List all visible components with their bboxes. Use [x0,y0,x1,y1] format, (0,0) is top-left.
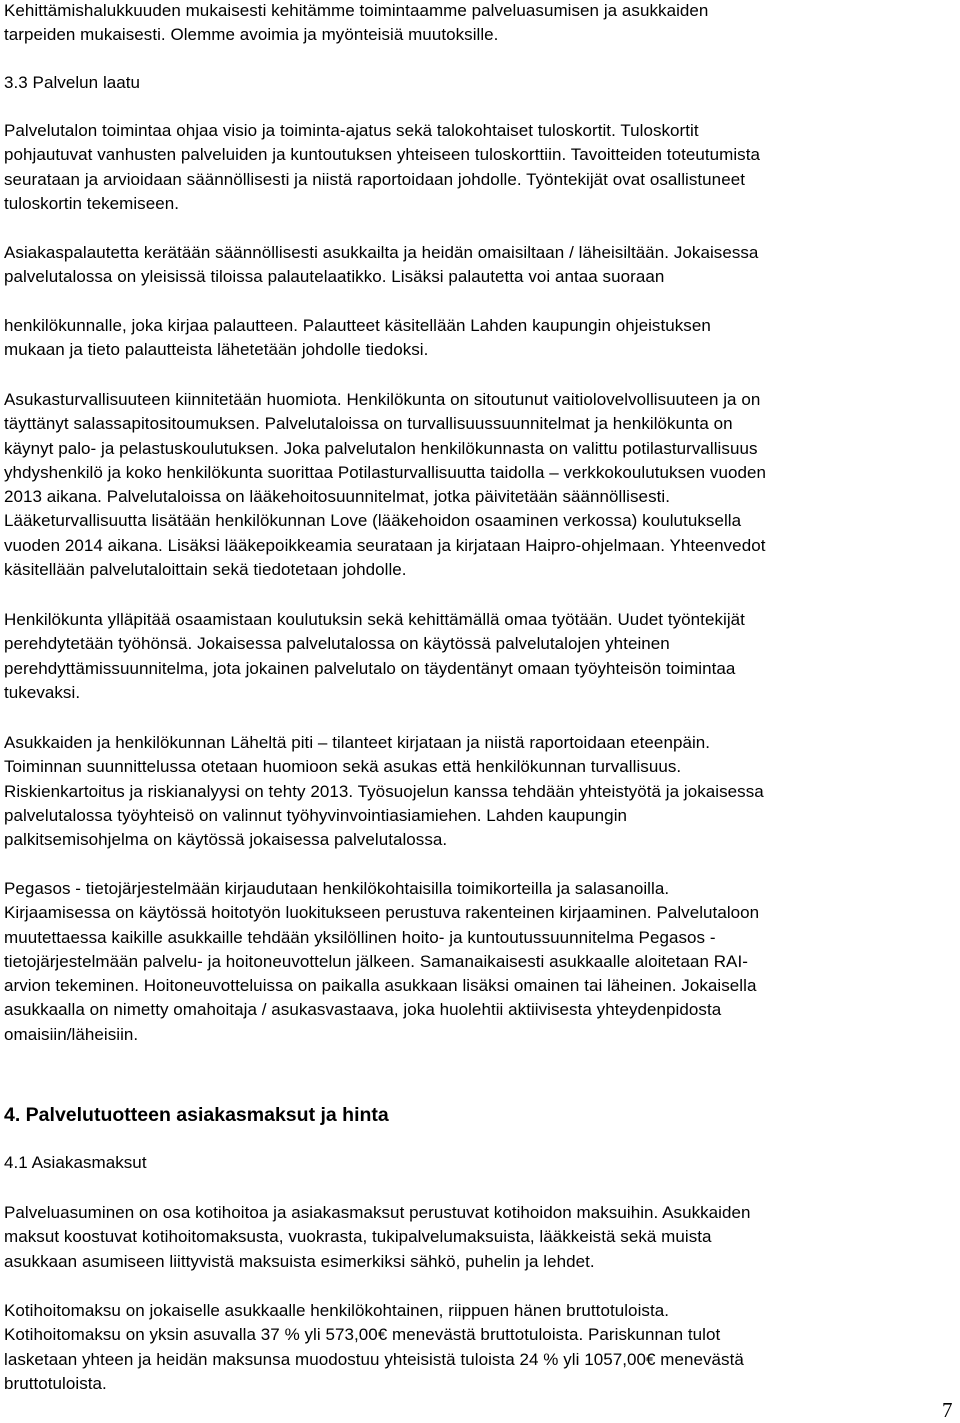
text-line: perehdyttämissuunnitelma, jota jokainen palvelutalo on täydentänyt omaan työyhteisön toimintaa [4,658,736,678]
paragraph [4,877,949,1047]
paragraph [4,71,949,95]
text-line: Henkilökunta ylläpitää osaamistaan koulutuksin sekä kehittämällä omaa työtään. Uudet työntekijät [4,610,745,629]
text-line: Kotihoitomaksu on yksin asuvalla 37 % yli 573,00€ menevästä bruttotuloista. Pariskunnan tulot [4,1325,721,1345]
text-line: Riskienkartoitus ja riskianalyysi on tehty 2013. Työsuojelun kanssa tehdään yhteistyötä ja jokaisessa [4,781,764,801]
text-line: Kehittämishalukkuuden mukaisesti kehitämme toimintaamme palveluasumisen ja asukkaiden [4,1,709,20]
text-line: 4.1 Asiakasmaksut [4,1153,147,1172]
text-line: vuoden 2014 aikana. Lisäksi lääkepoikkeamia seurataan ja kirjataan Haipro-ohjelmaan. Yhteenvedot [4,535,766,555]
text-line: Pegasos - tietojärjestelmään kirjaudutaan henkilökohtaisilla toimikorteilla ja salasanoilla. [4,879,670,898]
text-line: täyttänyt salassapitositoumuksen. Palvelutaloissa on turvallisuussuunnitelmat ja henkilökunta on [4,414,733,434]
text-line: tukevaksi. [4,682,81,702]
text-line: henkilökunnalle, joka kirjaa palautteen. Palautteet käsitellään Lahden kaupungin ohjeistuksen [4,316,711,335]
text-line: Toiminnan suunnittelussa otetaan huomioon sekä asukas että henkilökunnan turvallisuus. [4,757,682,777]
text-line: yhdyshenkilö ja koko henkilökunta suorittaa Potilasturvallisuutta taidolla – verkkokoulutuksen vuoden [4,462,766,482]
text-line: seurataan ja arvioidaan säännöllisesti ja niistä raportoidaan johdolle. Työntekijät ovat osallistuneet [4,169,745,189]
text-line: asukkaalla on nimetty omahoitaja / asukasvastaava, joka huolehtii aktiivisesta yhteydenpidosta [4,1000,722,1020]
text-line: maksut koostuvat kotihoitomaksusta, vuokrasta, tukipalvelumaksuista, lääkkeistä sekä muista [4,1227,712,1247]
text-line: lasketaan yhteen ja heidän maksunsa muodostuu yhteisistä tuloista 24 % yli 1057,00€ menevästä [4,1349,744,1369]
text-line: Asiakaspalautetta kerätään säännöllisesti asukkailta ja heidän omaisiltaan / läheisiltään. Jokaisessa [4,243,759,262]
text-line: Lääketurvallisuutta lisätään henkilökunnan Love (lääkehoidon osaaminen verkossa) koulutuksella [4,511,742,531]
text-line: muutettaessa kaikille asukkaille tehdään yksilöllinen hoito- ja kuntoutussuunnitelma Pegasos - [4,927,716,947]
text-line: palvelutalossa on yleisissä tiloissa palautelaatikko. Lisäksi palautetta voi antaa suoraan [4,267,665,287]
paragraph [4,388,949,582]
text-line: Asukkaiden ja henkilökunnan Läheltä piti – tilanteet kirjataan ja niistä raportoidaan eteenpäin. [4,733,711,752]
text-line: Asukasturvallisuuteen kiinnitetään huomiota. Henkilökunta on sitoutunut vaitiolovelvollisuuteen ja on [4,390,761,409]
text-line: Palvelutalon toimintaa ohjaa visio ja toiminta-ajatus sekä talokohtaiset tuloskortit. Tuloskortit [4,121,699,140]
section-heading: 4. Palvelutuotteen asiakasmaksut ja hinta [4,1104,389,1126]
text-line: perehdytetään työhönsä. Jokaisessa palvelutalossa on käytössä palvelutalojen yhteinen [4,634,670,654]
paragraph [4,1201,949,1274]
text-line: asukkaan asumiseen liittyvistä maksuista esimerkiksi sähkö, puhelin ja lehdet. [4,1251,595,1271]
paragraph [4,608,949,705]
paragraph [4,1299,949,1396]
text-line: pohjautuvat vanhusten palveluiden ja kuntoutuksen yhteiseen tuloskorttiin. Tavoitteiden toteutumista [4,145,761,165]
text-line: bruttotuloista. [4,1373,107,1393]
text-line: tietojärjestelmään palvelu- ja hoitoneuvottelun jälkeen. Samanaikaisesti asukkaalle aloitetaan RAI- [4,951,748,971]
text-line: palvelutalossa työyhteisö on valinnut työhyvinvointiasiamiehen. Lahden kaupungin [4,805,628,825]
text-line: omaisiin/läheisiin. [4,1024,139,1044]
text-line: Kirjaamisessa on käytössä hoitotyön luokitukseen perustuva rakenteinen kirjaaminen. Palvelutaloon [4,903,760,923]
paragraph [4,0,949,48]
paragraph [4,1151,949,1175]
text-line: palkitsemisohjelma on käytössä jokaisessa palvelutalossa. [4,830,448,850]
text-line: tarpeiden mukaisesti. Olemme avoimia ja myönteisiä muutoksille. [4,25,499,45]
text-line: käsitellään palvelutaloittain sekä tiedotetaan johdolle. [4,560,407,580]
text-line: tuloskortin tekemiseen. [4,193,180,213]
text-line: 3.3 Palvelun laatu [4,73,141,92]
text-line: 2013 aikana. Palvelutaloissa on lääkehoitosuunnitelmat, jotka päivitetään säännöllisesti. [4,487,670,507]
text-line: käynyt palo- ja pelastuskoulutuksen. Joka palvelutalon henkilökunnasta on valittu potilasturvallisuus [4,438,758,458]
text-line: Palveluasuminen on osa kotihoitoa ja asiakasmaksut perustuvat kotihoidon maksuihin. Asukkaiden [4,1203,751,1222]
text-line: Kotihoitomaksu on jokaiselle asukkaalle henkilökohtainen, riippuen hänen bruttotuloista. [4,1301,669,1320]
text-line: arvion tekeminen. Hoitoneuvotteluissa on paikalla asukkaan lisäksi omainen tai läheinen. Jokaisella [4,976,757,996]
paragraph [4,731,949,852]
paragraph [4,119,949,216]
text-line: mukaan ja tieto palautteista lähetetään johdolle tiedoksi. [4,340,429,360]
paragraph [4,314,949,363]
paragraph [4,241,949,290]
page-number: 7 [942,1398,953,1422]
